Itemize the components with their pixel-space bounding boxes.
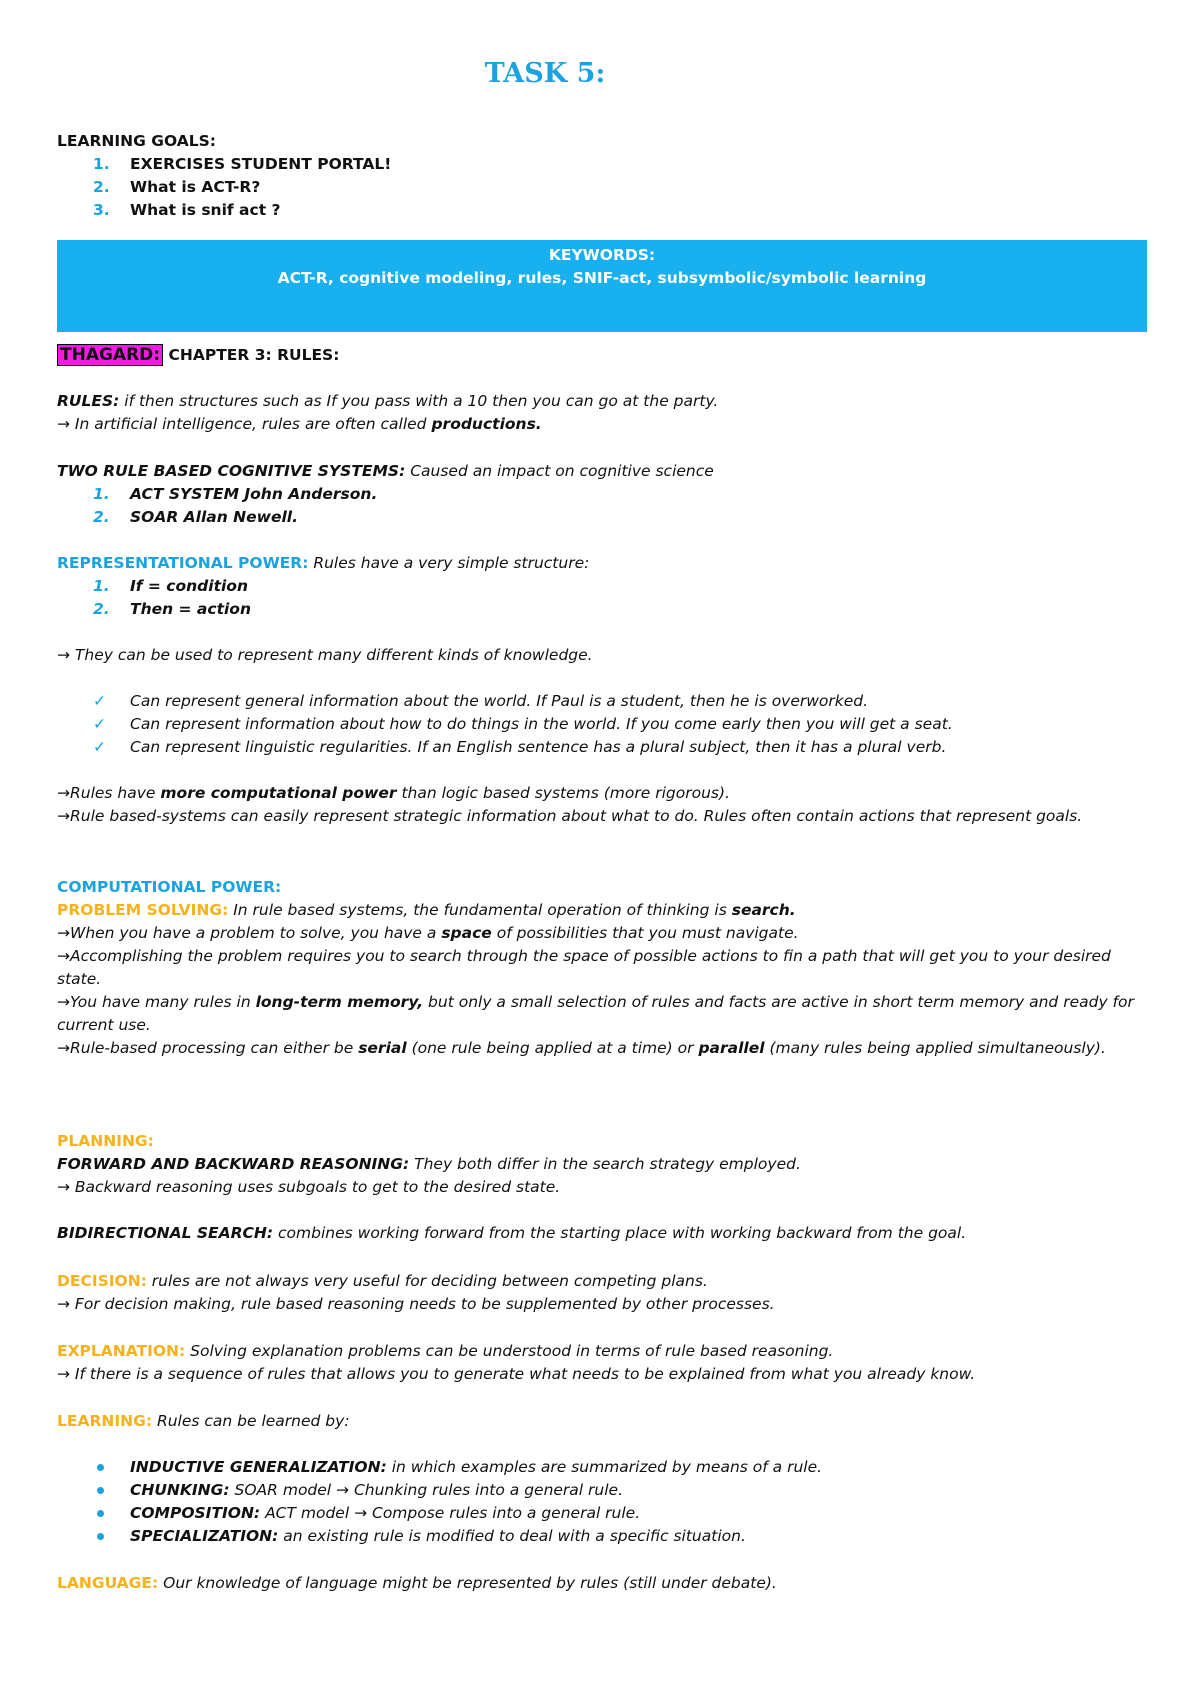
list-number: 3. xyxy=(93,201,110,219)
para-text: (one rule being applied at a time) or xyxy=(406,1039,699,1057)
list-item-text: Then = action xyxy=(130,600,251,618)
decision-label: DECISION: xyxy=(57,1272,147,1290)
list-item xyxy=(57,598,1147,621)
para-bold: long-term memory, xyxy=(255,993,424,1011)
bullet-icon xyxy=(97,1533,104,1540)
learning-list xyxy=(57,1456,1147,1548)
list-number: 2. xyxy=(93,508,110,526)
learning-goals-section xyxy=(57,130,1147,222)
para-text: →Rule-based processing can either be xyxy=(57,1039,359,1057)
bidirectional-text: combines working forward from the starting place with working backward from the goal. xyxy=(273,1224,967,1242)
para-text: of possibilities that you must navigate. xyxy=(491,924,799,942)
explanation-section xyxy=(57,1340,1147,1386)
keywords-text: ACT-R, cognitive modeling, rules, SNIF-act, subsymbolic/symbolic learning xyxy=(277,269,927,287)
list-item xyxy=(57,199,1147,222)
chapter-highlight: THAGARD: xyxy=(57,344,163,366)
learning-section xyxy=(57,1410,1147,1548)
list-item-label: CHUNKING: xyxy=(130,1481,230,1499)
learning-label: LEARNING: xyxy=(57,1412,153,1430)
representational-section xyxy=(57,552,1147,828)
list-item-label: COMPOSITION: xyxy=(130,1504,261,1522)
para-text: →Rules have xyxy=(57,784,161,802)
list-item xyxy=(57,736,1147,759)
computational-point-4 xyxy=(57,1037,1147,1060)
computational-section xyxy=(57,876,1147,1060)
list-item xyxy=(57,506,1147,529)
representational-para-1 xyxy=(57,782,1147,805)
para-bold: parallel xyxy=(698,1039,765,1057)
page-title: TASK 5: xyxy=(484,58,606,89)
rules-section xyxy=(57,390,1147,436)
para-bold: serial xyxy=(358,1039,407,1057)
two-systems-section xyxy=(57,460,1147,529)
two-systems-label: TWO RULE BASED COGNITIVE SYSTEMS: xyxy=(57,462,406,480)
computational-point-2: →Accomplishing the problem requires you to search through the space of possible actions to fin a path that will get you to your desired state. xyxy=(57,947,1111,988)
rules-text: if then structures such as If you pass with a 10 then you can go at the party. xyxy=(119,392,719,410)
problem-solving-bold: search. xyxy=(731,901,796,919)
list-item-text: ACT SYSTEM John Anderson. xyxy=(130,485,378,503)
computational-point-3 xyxy=(57,991,1147,1037)
list-item-text: SOAR Allan Newell. xyxy=(130,508,299,526)
learning-goals-heading: LEARNING GOALS: xyxy=(57,132,216,150)
list-item xyxy=(57,483,1147,506)
language-label: LANGUAGE: xyxy=(57,1574,159,1592)
list-item-text: If = condition xyxy=(130,577,248,595)
list-item-text: EXERCISES STUDENT PORTAL! xyxy=(130,155,392,173)
checkmark-icon: ✓ xyxy=(93,715,106,733)
list-item xyxy=(57,153,1147,176)
list-item-text: What is snif act ? xyxy=(130,201,281,219)
keywords-heading: KEYWORDS: xyxy=(548,246,656,264)
decision-section xyxy=(57,1270,1147,1316)
bullet-icon xyxy=(97,1510,104,1517)
learning-text: Rules can be learned by: xyxy=(152,1412,350,1430)
para-bold: more computational power xyxy=(160,784,397,802)
list-number: 2. xyxy=(93,178,110,196)
bidirectional-label: BIDIRECTIONAL SEARCH: xyxy=(57,1224,274,1242)
language-text: Our knowledge of language might be represented by rules (still under debate). xyxy=(158,1574,777,1592)
para-text: (many rules being applied simultaneously). xyxy=(764,1039,1106,1057)
representational-list xyxy=(57,575,1147,621)
list-item xyxy=(57,1502,1147,1525)
list-item-label: SPECIALIZATION: xyxy=(130,1527,279,1545)
representational-checklist xyxy=(57,690,1147,759)
fb-reasoning-label: FORWARD AND BACKWARD REASONING: xyxy=(57,1155,410,1173)
chapter-title: CHAPTER 3: RULES: xyxy=(168,346,340,364)
list-number: 1. xyxy=(93,155,110,173)
para-text: than logic based systems (more rigorous). xyxy=(396,784,730,802)
list-item-text: SOAR model → Chunking rules into a general rule. xyxy=(229,1481,624,1499)
decision-text: rules are not always very useful for deciding between competing plans. xyxy=(146,1272,708,1290)
list-item xyxy=(57,1525,1147,1548)
fb-reasoning-arrow: → Backward reasoning uses subgoals to get to the desired state. xyxy=(57,1178,561,1196)
representational-text: Rules have a very simple structure: xyxy=(308,554,590,572)
representational-label: REPRESENTATIONAL POWER: xyxy=(57,554,309,572)
list-item-text: ACT model → Compose rules into a general rule. xyxy=(260,1504,641,1522)
chapter-heading xyxy=(57,344,1147,367)
computational-heading: COMPUTATIONAL POWER: xyxy=(57,878,282,896)
checkmark-icon: ✓ xyxy=(93,738,106,756)
list-item xyxy=(57,690,1147,713)
list-item xyxy=(57,1456,1147,1479)
list-item xyxy=(57,575,1147,598)
para-text: →When you have a problem to solve, you have a xyxy=(57,924,442,942)
planning-heading: PLANNING: xyxy=(57,1132,154,1150)
decision-arrow: → For decision making, rule based reasoning needs to be supplemented by other processes. xyxy=(57,1295,775,1313)
list-number: 1. xyxy=(93,577,110,595)
list-item xyxy=(57,1479,1147,1502)
explanation-arrow: → If there is a sequence of rules that allows you to generate what needs to be explained from what you already know. xyxy=(57,1365,976,1383)
two-systems-text: Caused an impact on cognitive science xyxy=(405,462,714,480)
problem-solving-text: In rule based systems, the fundamental operation of thinking is xyxy=(228,901,732,919)
rules-arrow-bold: productions. xyxy=(431,415,542,433)
language-section xyxy=(57,1572,1147,1595)
rules-label: RULES: xyxy=(57,392,120,410)
list-item-label: INDUCTIVE GENERALIZATION: xyxy=(130,1458,387,1476)
rules-arrow-text: → In artificial intelligence, rules are often called xyxy=(57,415,432,433)
problem-solving-label: PROBLEM SOLVING: xyxy=(57,901,229,919)
list-item-text: What is ACT-R? xyxy=(130,178,261,196)
list-number: 1. xyxy=(93,485,110,503)
learning-goals-list xyxy=(57,153,1147,222)
computational-point-1 xyxy=(57,922,1147,945)
keywords-box xyxy=(57,240,1147,332)
para-bold: space xyxy=(441,924,492,942)
explanation-text: Solving explanation problems can be understood in terms of rule based reasoning. xyxy=(185,1342,834,1360)
list-item-text: Can represent information about how to do things in the world. If you come early then you will get a seat. xyxy=(130,715,953,733)
bullet-icon xyxy=(97,1487,104,1494)
representational-arrow: → They can be used to represent many different kinds of knowledge. xyxy=(57,646,593,664)
bullet-icon xyxy=(97,1464,104,1471)
list-item-text: an existing rule is modified to deal with a specific situation. xyxy=(278,1527,746,1545)
explanation-label: EXPLANATION: xyxy=(57,1342,186,1360)
two-systems-list xyxy=(57,483,1147,529)
checkmark-icon: ✓ xyxy=(93,692,106,710)
planning-section xyxy=(57,1130,1147,1245)
representational-para-2: →Rule based-systems can easily represent strategic information about what to do. Rules often contain actions that represent goals. xyxy=(57,807,1083,825)
list-item-text: Can represent linguistic regularities. If an English sentence has a plural subject, then it has a plural verb. xyxy=(130,738,947,756)
list-item-text: Can represent general information about the world. If Paul is a student, then he is overworked. xyxy=(130,692,869,710)
fb-reasoning-text: They both differ in the search strategy employed. xyxy=(409,1155,801,1173)
list-number: 2. xyxy=(93,600,110,618)
list-item xyxy=(57,713,1147,736)
list-item-text: in which examples are summarized by means of a rule. xyxy=(386,1458,823,1476)
list-item xyxy=(57,176,1147,199)
para-text: but only a small selection of rules and facts are active in short term memory and ready for current use. xyxy=(57,993,1134,1034)
para-text: →You have many rules in xyxy=(57,993,256,1011)
